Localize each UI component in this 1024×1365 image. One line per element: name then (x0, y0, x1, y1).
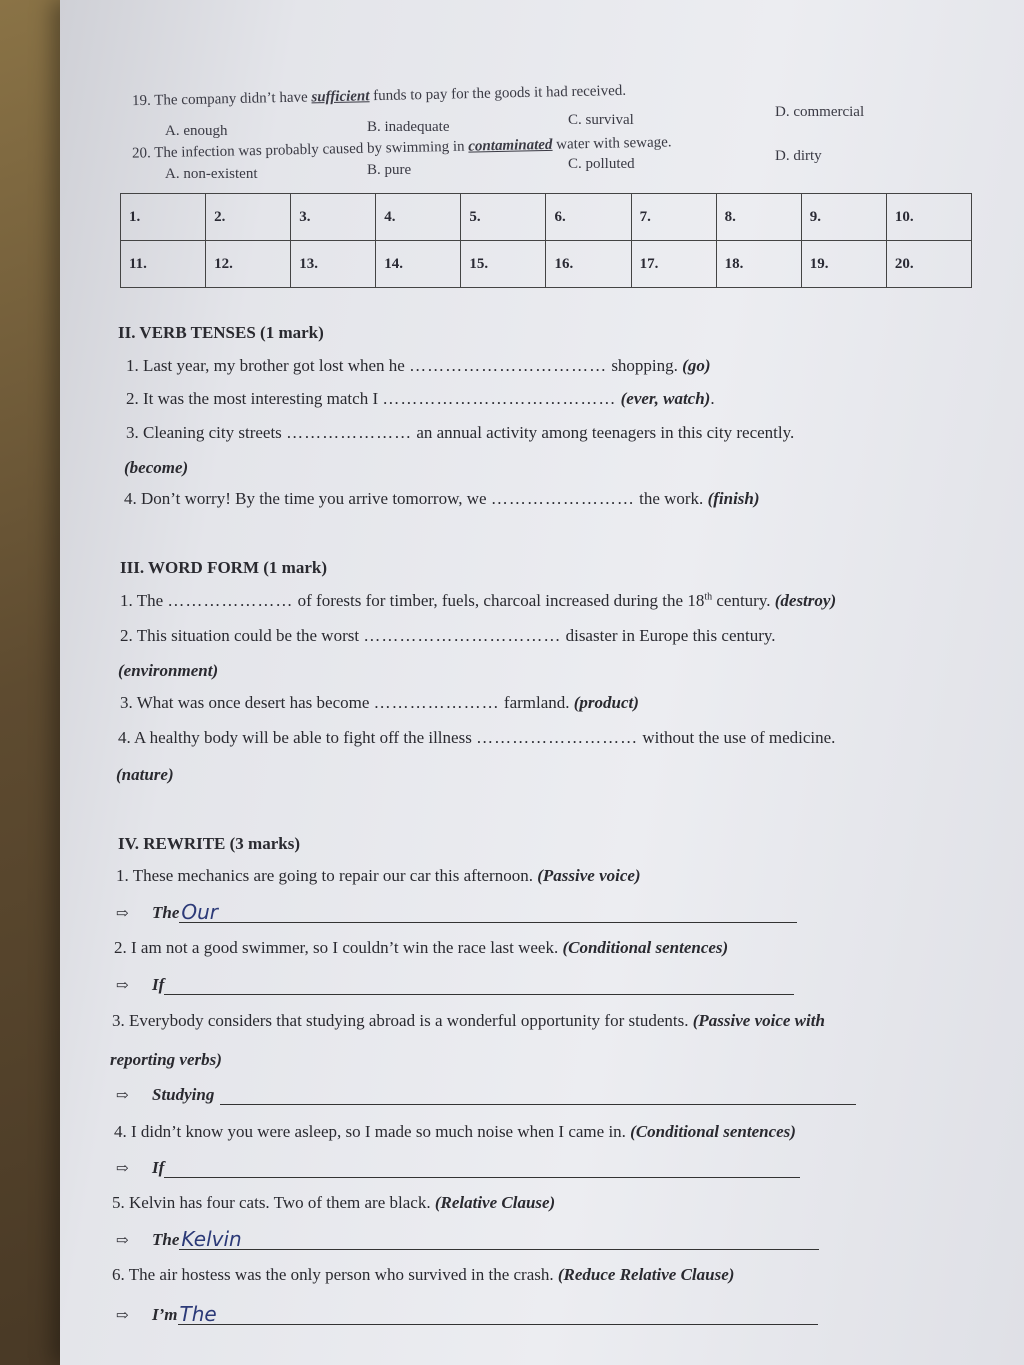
sentence-starter: Studying (152, 1085, 215, 1104)
verb-item-3 (126, 423, 794, 443)
word-item-1 (120, 591, 836, 611)
item-text: 5. Kelvin has four cats. Two of them are black. (112, 1193, 435, 1212)
sentence-starter: I’m (152, 1305, 178, 1324)
answer-grid-row-1 (121, 194, 972, 241)
item-text-end: disaster in Europe this century. (561, 626, 776, 645)
superscript: th (704, 591, 713, 603)
rewrite-item-6 (112, 1265, 734, 1285)
sentence-starter: If (152, 975, 165, 994)
item-text: 3. What was once desert has become (120, 693, 374, 712)
question-stem: The infection was probably caused by swimming in (154, 138, 469, 162)
answer-line[interactable] (178, 1302, 818, 1326)
answer-cell[interactable]: 1. (121, 194, 206, 241)
answer-cell[interactable]: 5. (461, 194, 546, 241)
rewrite-answer-5 (116, 1227, 819, 1251)
verb-item-4 (124, 489, 760, 509)
rewrite-item-2 (114, 938, 728, 958)
answer-line[interactable] (220, 1086, 856, 1105)
rewrite-answer-4 (116, 1158, 800, 1178)
blank-dots[interactable]: ……………………… (476, 728, 639, 747)
item-text: 4. I didn’t know you were asleep, so I made so much noise when I came in. (114, 1122, 631, 1141)
answer-cell[interactable]: 16. (546, 241, 631, 288)
verb-item-2 (126, 389, 715, 409)
item-text: 4. Don’t worry! By the time you arrive tomorrow, we (124, 489, 491, 508)
word-item-4 (118, 728, 835, 748)
answer-cell[interactable]: 7. (631, 194, 716, 241)
option-19-c: C. survival (568, 112, 634, 128)
answer-cell[interactable]: 8. (716, 194, 801, 241)
option-20-a: A. non-existent (165, 166, 258, 182)
blank-dots[interactable]: …………………………… (363, 626, 562, 645)
answer-line[interactable] (179, 1227, 819, 1251)
rewrite-answer-2 (116, 975, 794, 995)
item-text-end: without the use of medicine. (638, 728, 836, 747)
handwritten-answer: Our (181, 900, 219, 924)
arrow-icon: ⇨ (116, 1233, 129, 1249)
rewrite-hint: (Reduce Relative Clause) (557, 1265, 735, 1284)
item-text: 1. These mechanics are going to repair our car this afternoon. (116, 866, 538, 885)
answer-grid-row-2 (121, 241, 972, 288)
word-item-4-hint-line (116, 765, 174, 785)
section-heading-verb-tenses: II. VERB TENSES (1 mark) (118, 323, 324, 342)
arrow-icon: ⇨ (116, 906, 129, 922)
item-text-end: an annual activity among teenagers in this city recently. (412, 423, 795, 442)
blank-dots[interactable]: ………………… (286, 423, 413, 442)
rewrite-item-5 (112, 1193, 555, 1213)
item-text: 2. It was the most interesting match I (126, 389, 383, 408)
option-20-c: C. polluted (568, 156, 635, 172)
verb-item-1 (126, 356, 710, 376)
blank-dots[interactable]: …………………… (490, 489, 635, 508)
item-text-end: farmland. (499, 693, 574, 712)
verb-hint: (go) (682, 356, 711, 375)
rewrite-answer-1 (116, 900, 797, 924)
rewrite-hint: (Conditional sentences) (562, 938, 729, 957)
blank-dots[interactable]: ………………………………… (382, 389, 617, 408)
question-keyword: sufficient (311, 88, 370, 106)
item-text: 3. Everybody considers that studying abroad is a wonderful opportunity for students. (112, 1011, 693, 1030)
answer-cell[interactable]: 9. (801, 194, 886, 241)
word-hint: (environment) (118, 661, 219, 680)
item-text-end: of forests for timber, fuels, charcoal increased during the 18 (293, 591, 705, 610)
question-stem: The company didn’t have (154, 89, 312, 109)
verb-hint: (become) (124, 458, 189, 477)
blank-dots[interactable]: ………………… (167, 591, 294, 610)
question-keyword: contaminated (468, 136, 553, 155)
rewrite-hint: (Relative Clause) (434, 1193, 556, 1212)
rewrite-hint: (Conditional sentences) (630, 1122, 796, 1141)
answer-cell[interactable]: 2. (206, 194, 291, 241)
arrow-icon: ⇨ (116, 978, 129, 994)
option-20-d: D. dirty (775, 148, 822, 164)
question-stem-end: funds to pay for the goods it had received. (369, 82, 627, 105)
rewrite-hint-cont: reporting verbs) (110, 1050, 222, 1069)
verb-hint: (ever, watch) (620, 389, 711, 408)
answer-cell[interactable]: 3. (291, 194, 376, 241)
answer-line[interactable] (164, 1159, 800, 1178)
answer-cell[interactable]: 14. (376, 241, 461, 288)
answer-cell[interactable]: 4. (376, 194, 461, 241)
blank-dots[interactable]: ………………… (373, 693, 500, 712)
question-number: 20. (131, 145, 151, 162)
item-text: 2. This situation could be the worst (120, 626, 364, 645)
option-19-d: D. commercial (775, 104, 865, 120)
rewrite-item-3 (112, 1011, 825, 1031)
word-item-2 (120, 626, 776, 646)
option-20-b: B. pure (367, 162, 412, 178)
option-19-a: A. enough (165, 123, 228, 139)
answer-cell[interactable]: 17. (631, 241, 716, 288)
item-text: 3. Cleaning city streets (126, 423, 287, 442)
item-text-end: the work. (634, 489, 708, 508)
arrow-icon: ⇨ (116, 1088, 129, 1104)
item-text: 1. The (120, 591, 168, 610)
rewrite-item-1 (116, 866, 641, 886)
rewrite-item-4 (114, 1122, 796, 1142)
verb-item-3-hint-line (124, 458, 188, 478)
answer-grid (120, 193, 972, 288)
word-hint: (destroy) (774, 591, 837, 610)
rewrite-hint: (Passive voice) (537, 866, 641, 885)
question-number: 19. (131, 92, 151, 110)
rewrite-answer-3 (116, 1085, 856, 1105)
answer-cell[interactable]: 12. (206, 241, 291, 288)
rewrite-answer-6 (116, 1302, 818, 1326)
word-item-3 (120, 693, 639, 713)
verb-hint: (finish) (707, 489, 760, 508)
handwritten-answer: Kelvin (181, 1227, 242, 1251)
item-text-end-2: century. (712, 591, 775, 610)
answer-cell[interactable]: 20. (886, 241, 971, 288)
question-stem-end: water with sewage. (552, 134, 672, 153)
sentence-starter: If (152, 1158, 165, 1177)
sentence-starter: The (152, 1230, 180, 1249)
handwritten-answer: The (179, 1302, 217, 1326)
word-hint: (nature) (116, 765, 174, 784)
arrow-icon: ⇨ (116, 1161, 129, 1177)
answer-cell[interactable]: 11. (121, 241, 206, 288)
section-heading-word-form: III. WORD FORM (1 mark) (120, 558, 327, 577)
rewrite-item-3-hint-line (110, 1050, 222, 1070)
answer-cell[interactable]: 10. (886, 194, 971, 241)
answer-cell[interactable]: 6. (546, 194, 631, 241)
answer-cell[interactable]: 18. (716, 241, 801, 288)
answer-line[interactable] (179, 900, 797, 924)
word-hint: (product) (573, 693, 639, 712)
answer-cell[interactable]: 13. (291, 241, 376, 288)
sentence-starter: The (152, 903, 180, 922)
item-text: 6. The air hostess was the only person who survived in the crash. (112, 1265, 558, 1284)
answer-cell[interactable]: 19. (801, 241, 886, 288)
item-text: 4. A healthy body will be able to fight off the illness (118, 728, 477, 747)
word-item-2-hint-line (118, 661, 218, 681)
item-text-end: shopping. (607, 356, 683, 375)
section-heading-rewrite: IV. REWRITE (3 marks) (118, 834, 300, 853)
item-text: 1. Last year, my brother got lost when he (126, 356, 410, 375)
blank-dots[interactable]: …………………………… (409, 356, 608, 375)
item-tail: . (710, 389, 715, 408)
item-text: 2. I am not a good swimmer, so I couldn’t win the race last week. (114, 938, 563, 957)
option-19-b: B. inadequate (367, 119, 450, 135)
answer-cell[interactable]: 15. (461, 241, 546, 288)
answer-line[interactable] (164, 976, 794, 995)
arrow-icon: ⇨ (116, 1308, 129, 1324)
rewrite-hint: (Passive voice with (692, 1011, 825, 1030)
